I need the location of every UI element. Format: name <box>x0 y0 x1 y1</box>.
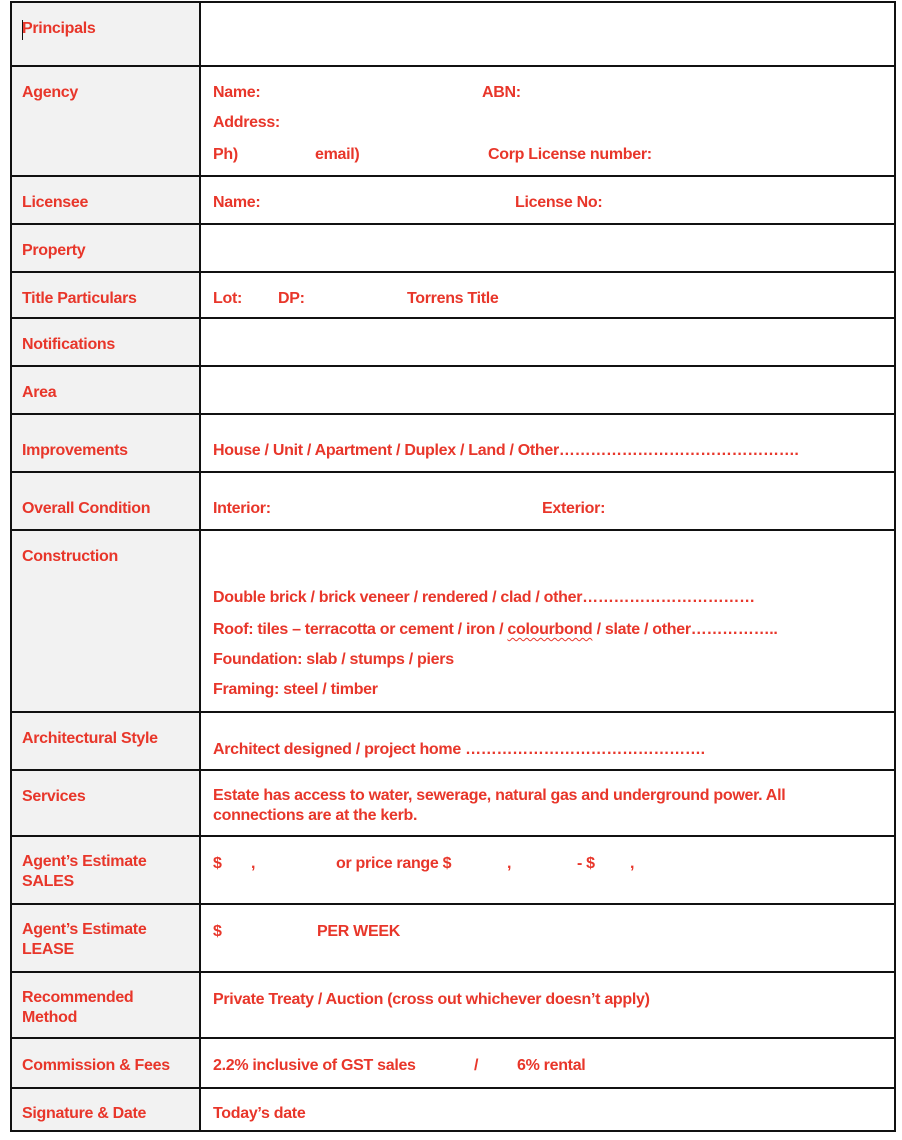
lot-label: Lot: <box>213 290 243 307</box>
label-cell <box>12 837 201 903</box>
row-recommended-method <box>12 973 894 1039</box>
improvements-options: House / Unit / Apartment / Duplex / Land / Other………………………………………. <box>213 442 799 459</box>
label-cell <box>12 177 201 223</box>
roof-text-after: / slate / other…………….. <box>592 621 778 638</box>
row-property <box>12 225 894 273</box>
label-signature: Signature & Date <box>22 1105 147 1122</box>
estimate-sales-field[interactable] <box>203 837 894 903</box>
lease-dollar-sign: $ <box>213 923 222 940</box>
row-commission <box>12 1039 894 1089</box>
construction-walls: Double brick / brick veneer / rendered / clad / other…………………………… <box>213 589 755 606</box>
commission-separator: / <box>474 1057 479 1074</box>
label-notifications: Notifications <box>22 336 115 353</box>
label-recommended-method-line2: Method <box>22 1009 78 1026</box>
lease-per-week-label: PER WEEK <box>317 923 400 940</box>
notifications-field[interactable] <box>203 319 894 365</box>
row-signature <box>12 1089 894 1130</box>
services-field[interactable] <box>203 771 894 835</box>
label-construction: Construction <box>22 548 118 565</box>
principals-field[interactable] <box>203 3 894 65</box>
agency-field[interactable] <box>203 67 894 175</box>
label-improvements: Improvements <box>22 442 128 459</box>
label-title-particulars: Title Particulars <box>22 290 137 307</box>
row-services <box>12 771 894 837</box>
row-agency <box>12 67 894 177</box>
label-cell <box>12 367 201 413</box>
agency-email-label: email) <box>315 146 360 163</box>
row-estimate-sales <box>12 837 894 905</box>
label-property: Property <box>22 242 86 259</box>
commission-field[interactable] <box>203 1039 894 1087</box>
roof-spellcheck-word: colourbond <box>507 621 593 638</box>
sales-comma-2: , <box>507 855 512 872</box>
row-area <box>12 367 894 415</box>
agency-address-label: Address: <box>213 114 280 131</box>
agency-name-label: Name: <box>213 84 261 101</box>
licensee-name-label: Name: <box>213 194 261 211</box>
sales-comma-1: , <box>251 855 256 872</box>
estimate-lease-field[interactable] <box>203 905 894 971</box>
torrens-title-label: Torrens Title <box>407 290 499 307</box>
label-licensee: Licensee <box>22 194 89 211</box>
label-cell <box>12 225 201 271</box>
row-estimate-lease <box>12 905 894 973</box>
sales-dollar-sign: $ <box>213 855 222 872</box>
label-estimate-lease-line1: Agent’s Estimate <box>22 921 147 938</box>
label-cell <box>12 905 201 971</box>
commission-rental: 6% rental <box>517 1057 586 1074</box>
label-estimate-sales-line1: Agent’s Estimate <box>22 853 147 870</box>
label-cell <box>12 415 201 471</box>
dp-label: DP: <box>278 290 305 307</box>
label-overall-condition: Overall Condition <box>22 500 151 517</box>
label-commission: Commission & Fees <box>22 1057 170 1074</box>
label-cell <box>12 3 201 65</box>
sales-range-upper-dollar: - $ <box>577 855 595 872</box>
interior-label: Interior: <box>213 500 271 517</box>
label-agency: Agency <box>22 84 78 101</box>
label-cell <box>12 531 201 711</box>
todays-date-label: Today’s date <box>213 1105 306 1122</box>
recommended-method-field[interactable] <box>203 973 894 1037</box>
agency-phone-label: Ph) <box>213 146 238 163</box>
architectural-style-field[interactable] <box>203 713 894 769</box>
row-principals <box>12 3 894 67</box>
label-cell <box>12 771 201 835</box>
label-cell <box>12 67 201 175</box>
property-appraisal-form <box>10 1 896 1132</box>
label-cell <box>12 973 201 1037</box>
row-notifications <box>12 319 894 367</box>
label-estimate-lease-line2: LEASE <box>22 941 74 958</box>
sales-comma-3: , <box>630 855 635 872</box>
roof-text-before: Roof: tiles – terracotta or cement / iron / <box>213 621 508 638</box>
recommended-method-options: Private Treaty / Auction (cross out whichever doesn’t apply) <box>213 991 650 1008</box>
signature-field[interactable] <box>203 1089 894 1130</box>
label-cell <box>12 473 201 529</box>
label-architectural-style: Architectural Style <box>22 730 158 747</box>
licensee-license-no-label: License No: <box>515 194 603 211</box>
row-overall-condition <box>12 473 894 531</box>
overall-condition-field[interactable] <box>203 473 894 529</box>
label-cell <box>12 319 201 365</box>
row-improvements <box>12 415 894 473</box>
construction-framing: Framing: steel / timber <box>213 681 378 698</box>
construction-foundation: Foundation: slab / stumps / piers <box>213 651 454 668</box>
row-title-particulars <box>12 273 894 319</box>
sales-price-range-label: or price range $ <box>336 855 452 872</box>
construction-roof <box>213 620 778 640</box>
commission-sales: 2.2% inclusive of GST sales <box>213 1057 416 1074</box>
label-recommended-method-line1: Recommended <box>22 989 134 1006</box>
construction-field[interactable] <box>203 531 894 711</box>
row-licensee <box>12 177 894 225</box>
label-cell <box>12 713 201 769</box>
label-area: Area <box>22 384 57 401</box>
label-estimate-sales-line2: SALES <box>22 873 74 890</box>
label-principals: Principals <box>22 20 96 37</box>
licensee-field[interactable] <box>203 177 894 223</box>
property-field[interactable] <box>203 225 894 271</box>
architectural-style-options: Architect designed / project home ………………………………………. <box>213 741 705 758</box>
area-field[interactable] <box>203 367 894 413</box>
title-particulars-field[interactable] <box>203 273 894 317</box>
services-text: Estate has access to water, sewerage, natural gas and underground power. All connections are at the kerb. <box>213 787 786 824</box>
improvements-field[interactable] <box>203 415 894 471</box>
row-construction <box>12 531 894 713</box>
exterior-label: Exterior: <box>542 500 606 517</box>
agency-abn-label: ABN: <box>482 84 521 101</box>
label-services: Services <box>22 788 86 805</box>
agency-corp-license-label: Corp License number: <box>488 146 652 163</box>
label-cell <box>12 1039 201 1087</box>
row-architectural-style <box>12 713 894 771</box>
label-cell <box>12 1089 201 1130</box>
label-cell <box>12 273 201 317</box>
